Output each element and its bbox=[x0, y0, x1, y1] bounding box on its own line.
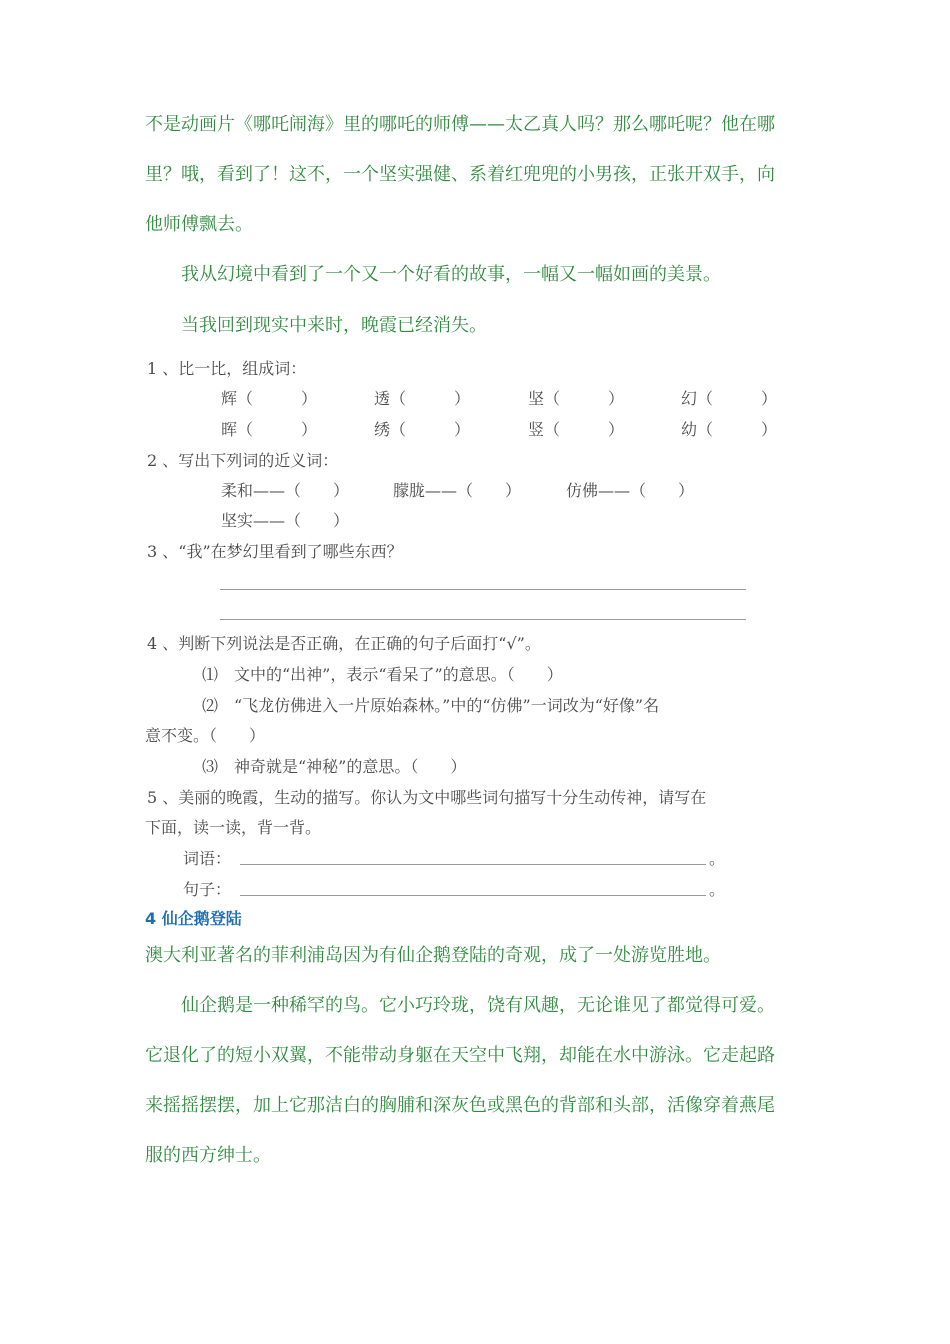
q4-statement2-line1: ⑵ “飞龙仿佛进入一片原始森林。”中的“仿佛”一词改为“好像”名 bbox=[202, 696, 660, 715]
q1-row1-item4: 幻（ ） bbox=[681, 389, 778, 408]
story2-paragraph2-line3: 来摇摇摆摆，加上它那洁白的胸脯和深灰色或黑色的背部和头部，活像穿着燕尾 bbox=[145, 1095, 775, 1116]
story1-paragraph3: 当我回到现实中来时，晚霞已经消失。 bbox=[181, 315, 487, 336]
q4-statement3: ⑶ 神奇就是“神秘”的意思。（ ） bbox=[202, 757, 467, 776]
q5-sentence-label: 句子： bbox=[183, 880, 232, 899]
story1-paragraph1-line2: 里？哦，看到了！这不，一个坚实强健、系着红兜兜的小男孩，正张开双手，向 bbox=[145, 164, 775, 185]
story2-paragraph2-line4: 服的西方绅士。 bbox=[145, 1145, 271, 1166]
q1-row1-item3: 坚（ ） bbox=[528, 389, 625, 408]
story2-paragraph1: 澳大利亚著名的菲利浦岛因为有仙企鹅登陆的奇观，成了一处游览胜地。 bbox=[145, 945, 721, 966]
q5-word-label: 词语： bbox=[183, 849, 232, 868]
q1-row2-item1: 晖（ ） bbox=[221, 420, 318, 439]
q2-item3: 仿佛——（ ） bbox=[566, 481, 695, 500]
story1-paragraph2: 我从幻境中看到了一个又一个好看的故事，一幅又一幅如画的美景。 bbox=[181, 264, 721, 285]
q1-row2-item2: 绣（ ） bbox=[374, 420, 471, 439]
q2-item1: 柔和——（ ） bbox=[221, 481, 350, 500]
question-1: 1 、比一比，组成词： bbox=[147, 359, 307, 378]
question-5-line2: 下面，读一读，背一背。 bbox=[145, 818, 322, 837]
q2-item2: 朦胧——（ ） bbox=[393, 481, 522, 500]
q3-answer-line2 bbox=[220, 619, 746, 620]
q1-row2-item3: 竖（ ） bbox=[528, 420, 625, 439]
q4-statement1: ⑴ 文中的“出神”，表示“看呆了”的意思。（ ） bbox=[202, 665, 563, 684]
q3-answer-line1 bbox=[220, 589, 746, 590]
question-2: 2 、写出下列词的近义词： bbox=[147, 451, 339, 470]
q1-row2-item4: 幼（ ） bbox=[681, 420, 778, 439]
story1-paragraph1-line3: 他师傅飘去。 bbox=[145, 214, 253, 235]
q4-statement2-line2: 意不变。（ ） bbox=[145, 726, 266, 745]
story2-paragraph2-line1: 仙企鹅是一种稀罕的鸟。它小巧玲珑，饶有风趣，无论谁见了都觉得可爱。 bbox=[181, 995, 775, 1016]
story1-paragraph1-line1: 不是动画片《哪吒闹海》里的哪吒的师傅——太乙真人吗？那么哪吒呢？他在哪 bbox=[145, 114, 775, 135]
q1-row1-item2: 透（ ） bbox=[374, 389, 471, 408]
question-4: 4 、判断下列说法是否正确，在正确的句子后面打“√”。 bbox=[147, 634, 541, 653]
story2-title: 4 仙企鹅登陆 bbox=[145, 909, 242, 928]
q5-word-period: 。 bbox=[709, 849, 726, 868]
question-5-line1: 5 、美丽的晚霞，生动的描写。你认为文中哪些词句描写十分生动传神，请写在 bbox=[147, 788, 707, 807]
question-3: 3 、“我”在梦幻里看到了哪些东西？ bbox=[147, 542, 403, 561]
q1-row1-item1: 辉（ ） bbox=[221, 389, 318, 408]
q5-sentence-period: 。 bbox=[709, 880, 726, 899]
q5-word-answer-line bbox=[240, 864, 706, 865]
q5-sentence-answer-line bbox=[240, 895, 706, 896]
q2-item4: 坚实——（ ） bbox=[221, 511, 350, 530]
story2-paragraph2-line2: 它退化了的短小双翼，不能带动身躯在天空中飞翔，却能在水中游泳。它走起路 bbox=[145, 1045, 775, 1066]
